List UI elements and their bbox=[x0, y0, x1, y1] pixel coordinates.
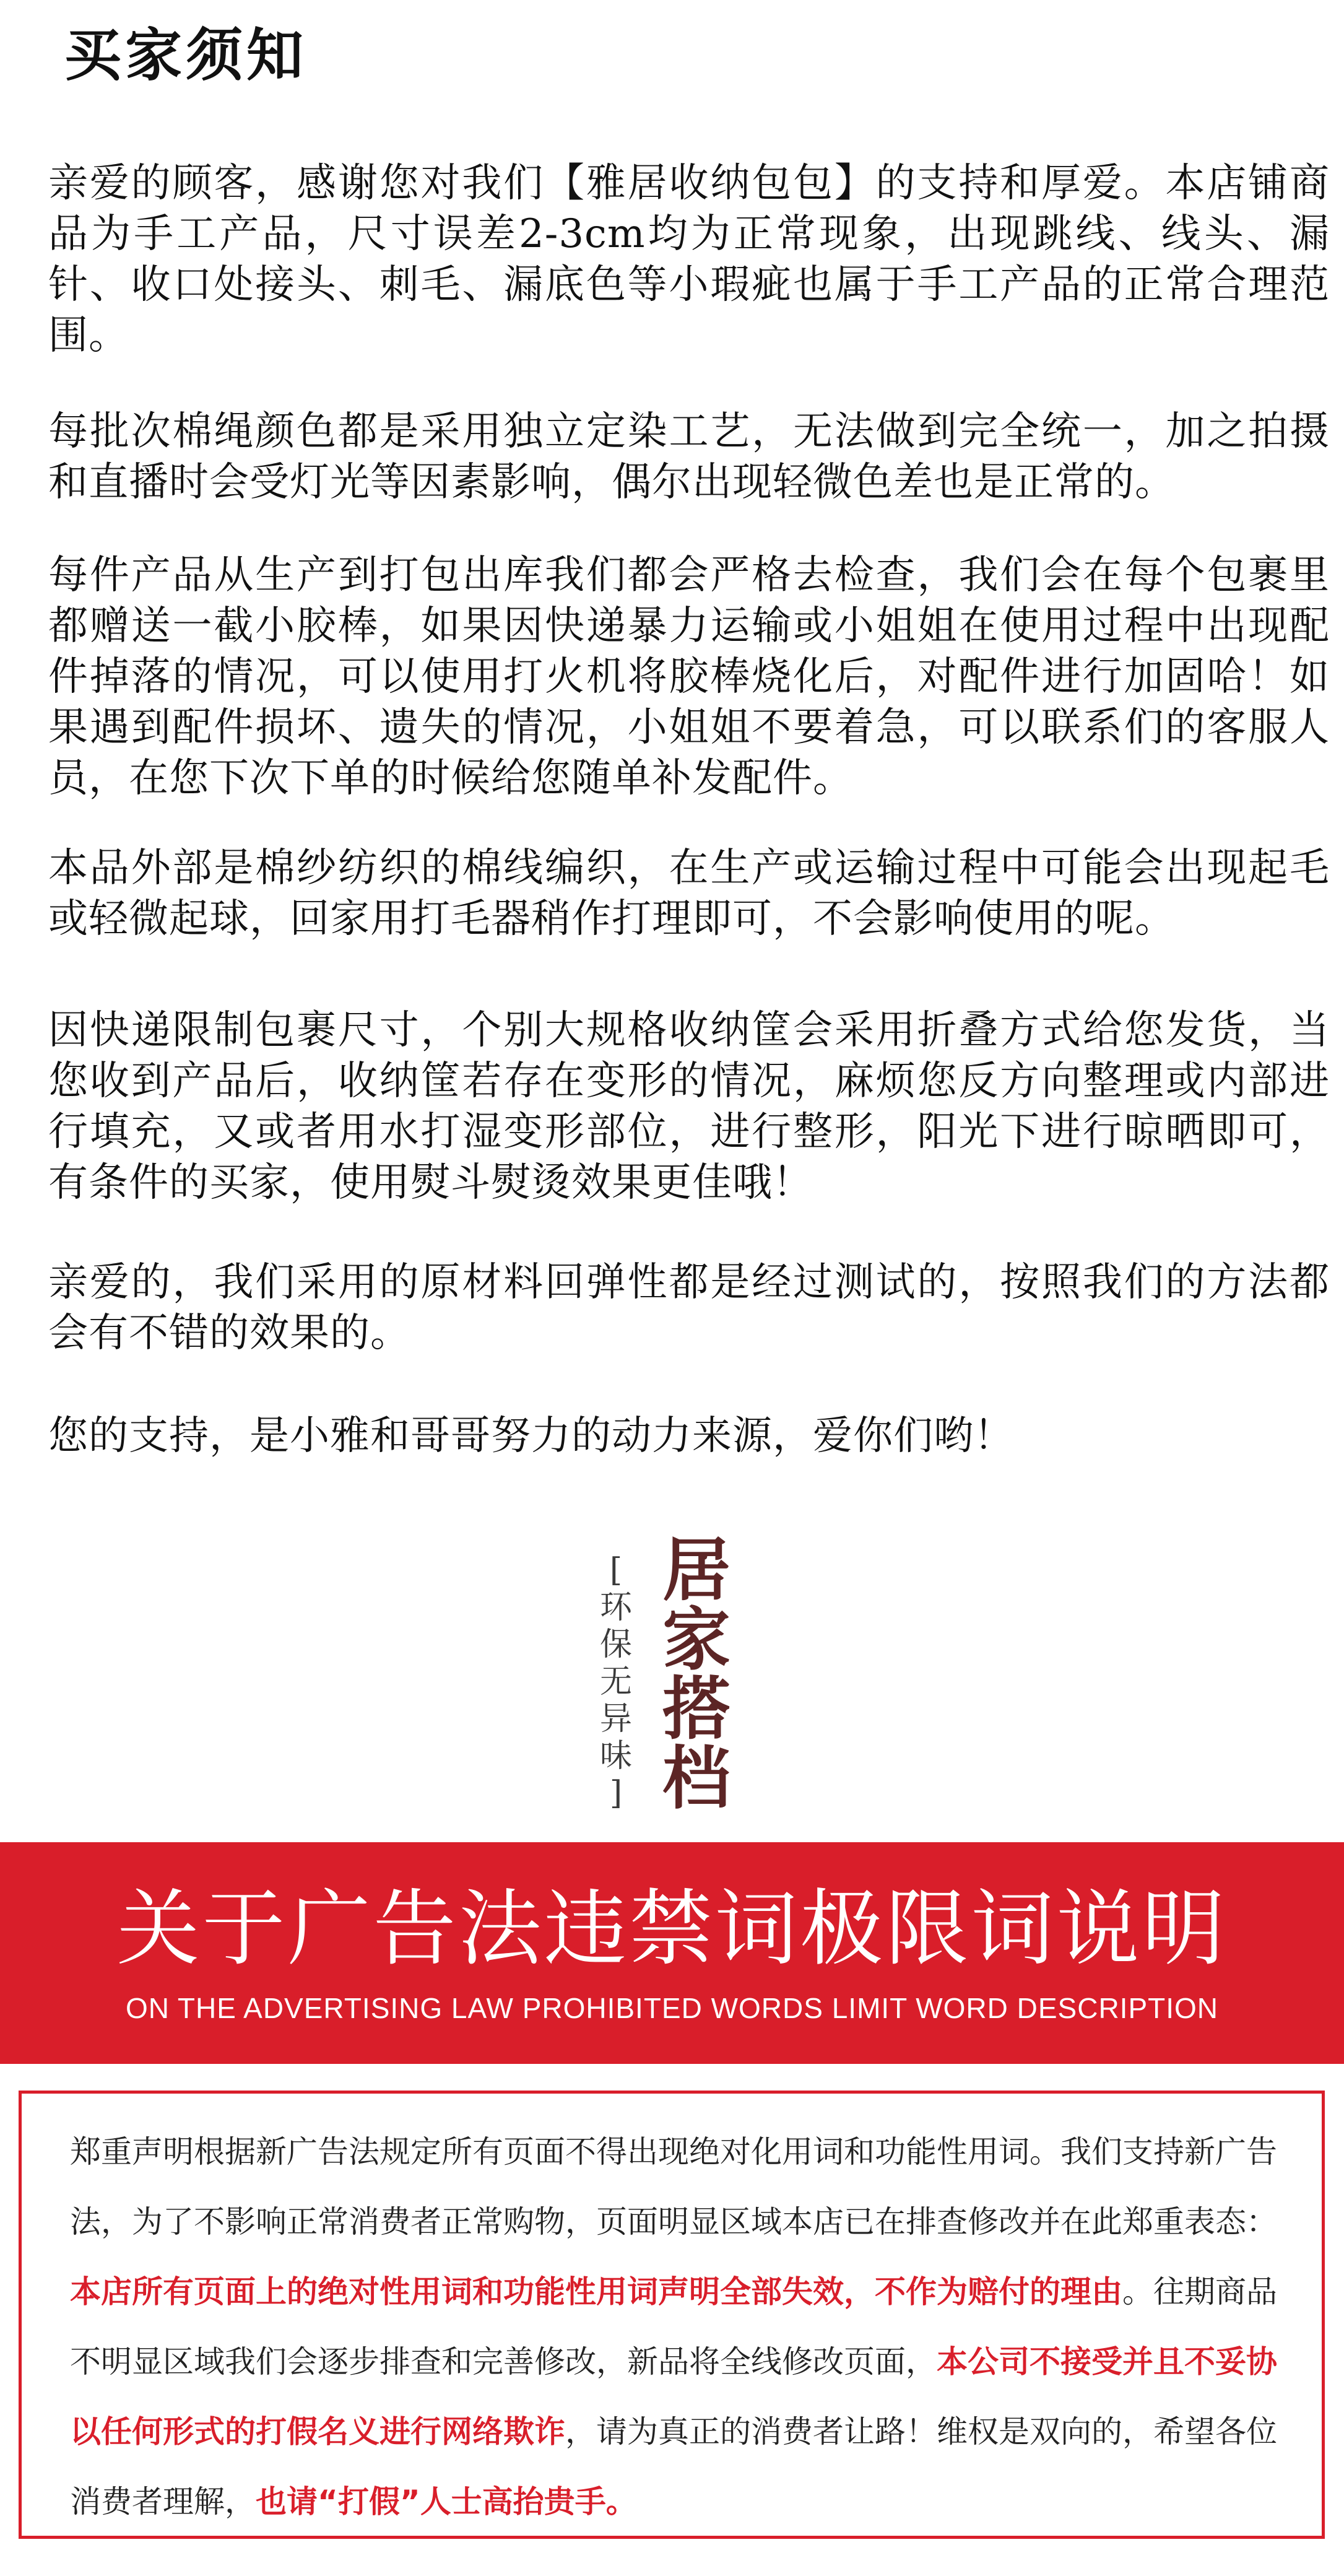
notice-paragraph-2: 每批次棉绳颜色都是采用独立定染工艺，无法做到完全统一，加之拍摄和直播时会受灯光等因素影响，偶尔出现轻微色差也是正常的。 bbox=[48, 409, 1330, 505]
notice-paragraph-6: 亲爱的，我们采用的原材料回弹性都是经过测试的，按照我们的方法都会有不错的效果的。 bbox=[48, 1260, 1330, 1356]
logo-brand-char: 档 bbox=[662, 1738, 731, 1818]
brand-logo bbox=[585, 1530, 746, 1821]
declaration-highlight: 本店所有页面上的绝对性用词和功能性用词声明全部失效，不作为赔付的理由 bbox=[70, 2274, 1122, 2310]
declaration-highlight: 本公司不接受并且不妥协以任何形式的打假名义进行网络欺诈 bbox=[70, 2344, 1277, 2450]
notice-paragraph-7: 您的支持，是小雅和哥哥努力的动力来源，爱你们哟！ bbox=[48, 1413, 1014, 1459]
declaration-box bbox=[19, 2091, 1325, 2539]
logo-brand-char: 搭 bbox=[662, 1669, 731, 1749]
declaration-text: 郑重声明根据新广告法规定所有页面不得出现绝对化用词和功能性用词。我们支持新广告法，为了不影响正常消费者正常购物，页面明显区域本店已在排查修改并在此郑重表态： bbox=[70, 2134, 1277, 2240]
logo-brand-char: 家 bbox=[662, 1599, 731, 1679]
logo-slogan bbox=[591, 1552, 641, 1812]
declaration-text: ，请为真正的消费者让路！维权是双向的，希望各位消费者理解， bbox=[70, 2414, 1277, 2520]
logo-slogan-char: [ bbox=[609, 1552, 623, 1589]
banner-title: 关于广告法违禁词极限词说明 bbox=[116, 1881, 1228, 1977]
logo-brand-name bbox=[656, 1530, 737, 1818]
notice-paragraph-1: 亲爱的顾客，感谢您对我们【雅居收纳包包】的支持和厚爱。本店铺商品为手工产品，尺寸误差2-3cm均为正常现象，出现跳线、线头、漏针、收口处接头、刺毛、漏底色等小瑕疵也属于手工产品的正常合理范围。 bbox=[48, 160, 1330, 359]
declaration-text: 。往期商品不明显区域我们会逐步排查和完善修改，新品将全线修改页面， bbox=[70, 2274, 1277, 2380]
notice-paragraph-4: 本品外部是棉纱纺织的棉线编织，在生产或运输过程中可能会出现起毛或轻微起球，回家用打毛器稍作打理即可，不会影响使用的呢。 bbox=[48, 845, 1330, 942]
declaration-highlight: 也请“打假”人士高抬贵手。 bbox=[256, 2484, 637, 2520]
notice-paragraph-3: 每件产品从生产到打包出库我们都会严格去检查，我们会在每个包裹里都赠送一截小胶棒，如果因快递暴力运输或小姐姐在使用过程中出现配件掉落的情况，可以使用打火机将胶棒烧化后，对配件进行加固哈！如果遇到配件损坏、遗失的情况，小姐姐不要着急，可以联系们的客服人员，在您下次下单的时候给您随单补发配件。 bbox=[48, 552, 1330, 801]
logo-slogan-char: 环 bbox=[599, 1589, 632, 1626]
logo-slogan-char: ] bbox=[609, 1775, 623, 1812]
notice-paragraph-5: 因快递限制包裹尺寸，个别大规格收纳筐会采用折叠方式给您发货，当您收到产品后，收纳筐若存在变形的情况，麻烦您反方向整理或内部进行填充，又或者用水打湿变形部位，进行整形，阳光下进行晾晒即可，有条件的买家，使用熨斗熨烫效果更佳哦！ bbox=[48, 1007, 1330, 1206]
logo-slogan-char: 保 bbox=[599, 1626, 632, 1663]
logo-slogan-char: 异 bbox=[599, 1700, 632, 1738]
logo-slogan-char: 味 bbox=[599, 1738, 632, 1775]
logo-slogan-char: 无 bbox=[599, 1663, 632, 1700]
notice-title: 买家须知 bbox=[64, 22, 308, 89]
logo-brand-char: 居 bbox=[662, 1530, 731, 1610]
ad-law-banner bbox=[0, 1842, 1344, 2064]
banner-subtitle: ON THE ADVERTISING LAW PROHIBITED WORDS LIMIT WORD DESCRIPTION bbox=[125, 1992, 1219, 2024]
